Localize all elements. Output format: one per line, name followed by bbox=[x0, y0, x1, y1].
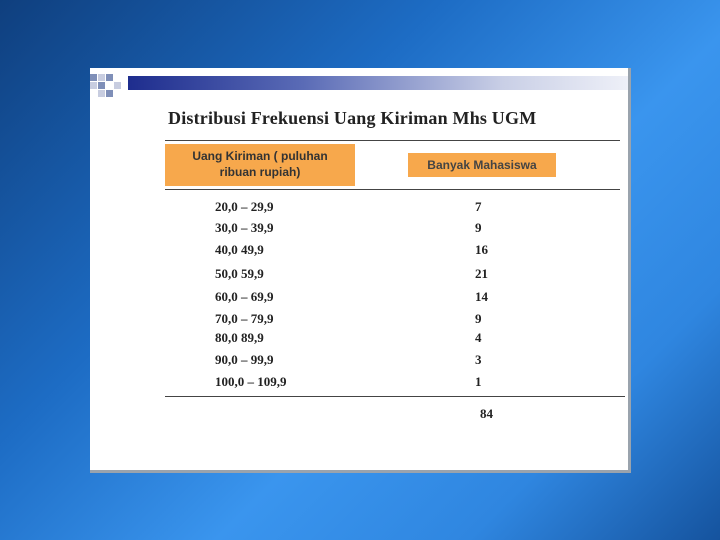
slide-title: Distribusi Frekuensi Uang Kiriman Mhs UGM bbox=[168, 108, 537, 128]
range-cell: 20,0 – 29,9 bbox=[215, 199, 274, 214]
count-cell: 1 bbox=[475, 374, 482, 389]
table-row bbox=[90, 242, 628, 262]
count-cell: 9 bbox=[475, 311, 482, 326]
range-cell: 100,0 – 109,9 bbox=[215, 374, 287, 389]
table-row bbox=[90, 266, 628, 286]
count-cell: 9 bbox=[475, 220, 482, 235]
range-cell: 60,0 – 69,9 bbox=[215, 289, 274, 304]
range-cell: 30,0 – 39,9 bbox=[215, 220, 274, 235]
table-row bbox=[90, 352, 628, 372]
table-row bbox=[90, 311, 628, 331]
range-cell: 80,0 89,9 bbox=[215, 330, 264, 345]
count-cell: 7 bbox=[475, 199, 482, 214]
range-cell: 90,0 – 99,9 bbox=[215, 352, 274, 367]
count-cell: 21 bbox=[475, 266, 488, 281]
total-rule bbox=[165, 396, 625, 397]
count-cell: 14 bbox=[475, 289, 488, 304]
range-cell: 50,0 59,9 bbox=[215, 266, 264, 281]
column-header-students: Banyak Mahasiswa bbox=[408, 153, 556, 177]
count-cell: 3 bbox=[475, 352, 482, 367]
range-cell: 70,0 – 79,9 bbox=[215, 311, 274, 326]
column-header-amount-line1: Uang Kiriman ( puluhan bbox=[192, 149, 328, 163]
table-row bbox=[90, 289, 628, 309]
table-row bbox=[90, 330, 628, 350]
total-count: 84 bbox=[480, 406, 493, 421]
count-cell: 4 bbox=[475, 330, 482, 345]
slide bbox=[90, 68, 631, 473]
table-row bbox=[90, 374, 628, 394]
table-row bbox=[90, 199, 628, 219]
table-row bbox=[90, 220, 628, 240]
decorative-header-bar bbox=[90, 74, 628, 96]
count-cell: 16 bbox=[475, 242, 488, 257]
column-header-amount bbox=[165, 144, 355, 186]
column-header-amount-line2: ribuan rupiah) bbox=[219, 165, 301, 179]
header-top-rule bbox=[165, 140, 620, 141]
header-bottom-rule bbox=[165, 189, 620, 190]
range-cell: 40,0 49,9 bbox=[215, 242, 264, 257]
